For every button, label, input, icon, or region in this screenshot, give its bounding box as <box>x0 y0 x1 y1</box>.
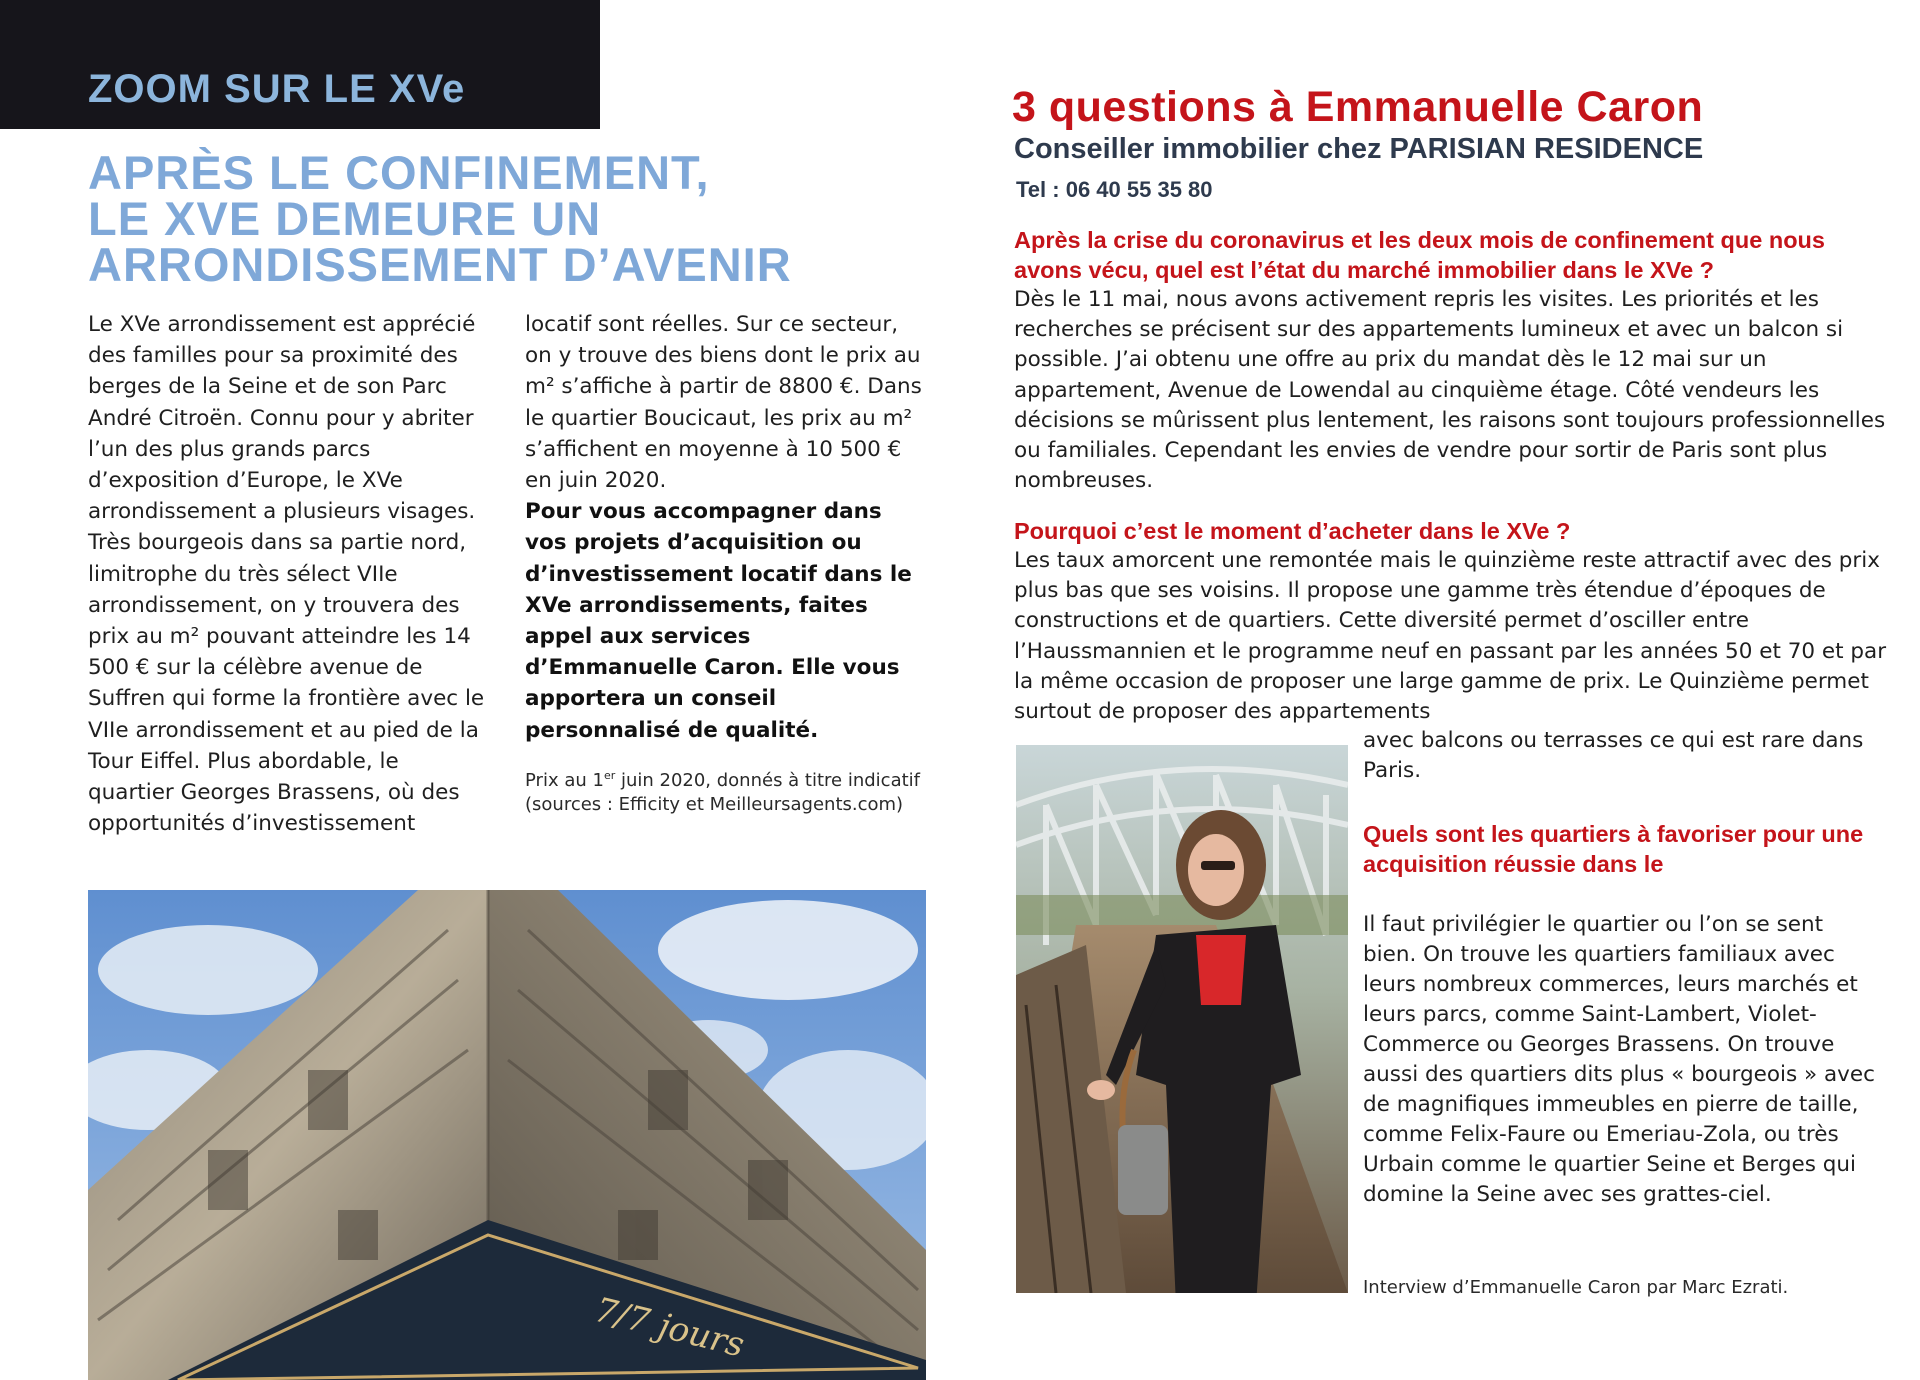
question-2: Pourquoi c’est le moment d’acheter dans le XVe ? <box>1014 518 1571 544</box>
answer-2: Les taux amorcent une remontée mais le quinzième reste attractif avec des prix plus bas que ses voisins. Il propose une gamme très étendue d’époques de constructions et de quartiers. Cette diversité permet d’osciller entre l’Haussmannien et le programme neuf en passant par les années 50 et 70 et par la même occasion de proposer une large gamme de prix. Le Quinzième permet surtout de proposer des appartements <box>1014 548 1887 725</box>
headline-line-2: LE XVE DEMEURE UN <box>88 192 602 245</box>
interview-title: 3 questions à Emmanuelle Caron <box>1012 83 1704 131</box>
price-note: Prix au 1er juin 2020, donnés à titre indicatif (sources : Efficity et Meilleursagents.com) <box>525 768 921 815</box>
section-label: ZOOM SUR LE XVe <box>88 67 466 111</box>
question-1: Après la crise du coronavirus et les deux mois de confinement que nous avons vécu, quel est l’état du marché immobilier dans le XVe ? <box>1014 227 1825 283</box>
interview-subtitle: Conseiller immobilier chez PARISIAN RESIDENCE <box>1014 133 1704 165</box>
answer-2-continued: avec balcons ou terrasses ce qui est rare dans Paris. <box>1363 728 1864 784</box>
headline-line-1: APRÈS LE CONFINEMENT, <box>88 146 710 199</box>
awning-sign-text: 7/7 jours <box>590 1289 749 1366</box>
portrait-photo <box>1016 745 1348 1293</box>
headline-line-3: ARRONDISSEMENT D’AVENIR <box>88 238 792 291</box>
article-headline <box>88 146 848 291</box>
column1-text: Le XVe arrondissement est apprécié des familles pour sa proximité des berges de la Seine et de son Parc André Citroën. Connu pour y abriter l’un des plus grands parcs d’exposition d’Europe, le XVe arrondissement a plusieurs visages. Très bourgeois dans sa partie nord, limitrophe du très sélect VIIe arrondissement, on y trouvera des prix au m² pouvant atteindre les 14 500 € sur la célèbre avenue de Suffren qui forme la frontière avec le VIIe arrondissement et au pied de la Tour Eiffel. Plus abordable, le quartier Georges Brassens, où des opportunités d’investissement <box>88 312 485 837</box>
interview-credit: Interview d’Emmanuelle Caron par Marc Ezrati. <box>1363 1277 1789 1298</box>
article-column-1 <box>88 309 488 839</box>
column2-callout: Pour vous accompagner dans vos projets d’acquisition ou d’investissement locatif dans le XVe arrondissements, faites appel aux services d’Emmanuelle Caron. Elle vous apportera un conseil personnalisé de qualité. <box>525 499 912 743</box>
answer-1: Dès le 11 mai, nous avons activement repris les visites. Les priorités et les recherches se précisent sur des appartements lumineux et avec un balcon si possible. J’ai obtenu une offre au prix du mandat dès le 12 mai sur un appartement, Avenue de Lowendal au cinquième étage. Côté vendeurs les décisions se mûrissent plus lentement, les raisons sont toujours professionnelles ou familiales. Cependant les envies de vendre pour sortir de Paris sont plus nombreuses. <box>1014 287 1886 494</box>
section-band <box>0 0 600 129</box>
question-3: Quels sont les quartiers à favoriser pour une acquisition réussie dans le <box>1363 821 1864 877</box>
article-column-2 <box>525 309 925 817</box>
answer-3: Il faut privilégier le quartier ou l’on se sent bien. On trouve les quartiers familiaux avec leurs nombreux commerces, leurs marchés et leurs parcs, comme Saint-Lambert, Violet-Commerce ou Georges Brassens. On trouve aussi des quartiers dits plus « bourgeois » avec de magnifiques immeubles en pierre de taille, comme Felix-Faure ou Emeriau-Zola, ou très Urbain comme le quartier Seine et Berges qui domine la Seine avec ses grattes-ciel. <box>1363 912 1875 1207</box>
column2-text: locatif sont réelles. Sur ce secteur, on y trouve des biens dont le prix au m² s’affiche à partir de 8800 €. Dans le quartier Boucicaut, les prix au m² s’affichent en moyenne à 10 500 € en juin 2020. <box>525 312 922 494</box>
phone-number: Tel : 06 40 55 35 80 <box>1016 177 1213 202</box>
building-photo <box>88 890 926 1380</box>
